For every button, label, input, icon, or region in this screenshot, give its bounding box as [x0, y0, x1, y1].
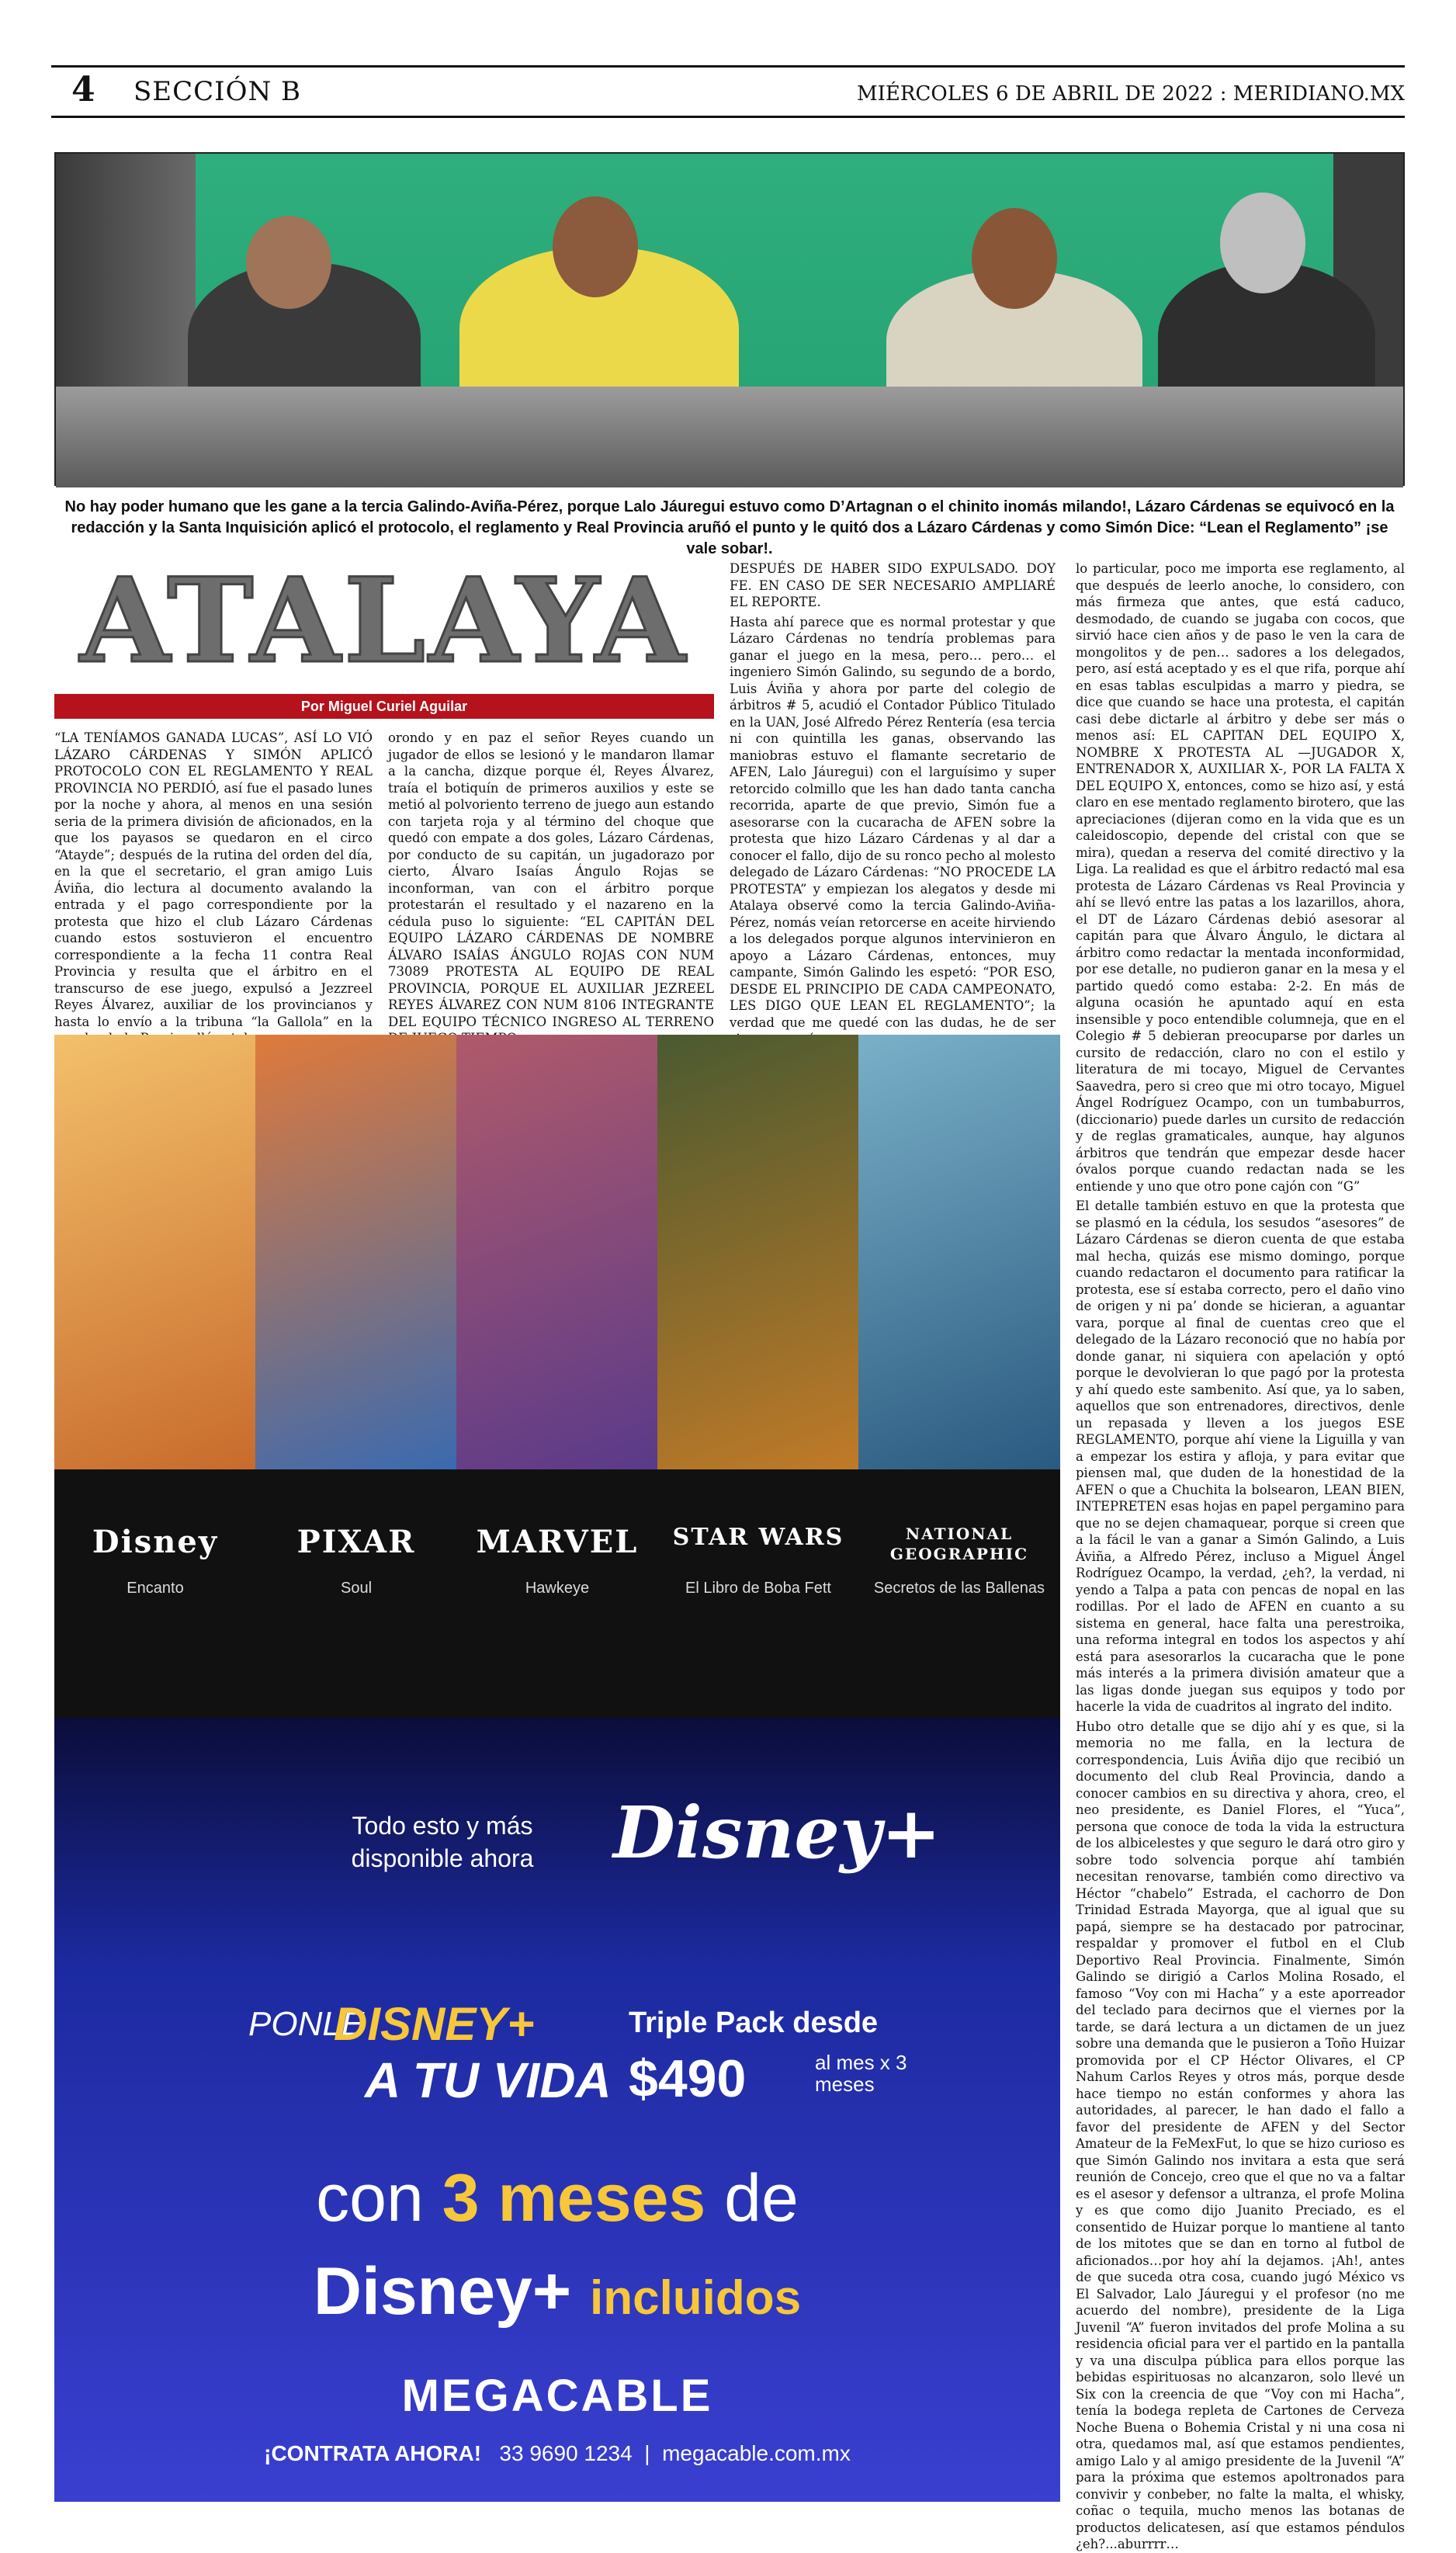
ad-con: con [316, 2161, 424, 2236]
photo-table [56, 387, 1403, 487]
panel-brand-block [456, 1469, 658, 1718]
ad-contrata: ¡CONTRATA AHORA! [264, 2441, 482, 2465]
ad-de: de [724, 2161, 799, 2236]
panel-title: El Libro de Boba Fett [685, 1580, 831, 1597]
panel-brand-block [255, 1469, 457, 1718]
paragraph: Hubo otro detalle que se dijo ahí y es que, si la memoria no me falla, en la lectura de correspondencia, Luis Áviña dijo que recibió un documento del club Real Provincia, dando a conocer cambios en su directiva y ahora, creo, el neo presidente, es Daniel Flores, el “Yuca”, persona que conoce de toda la vida la estructura de los albicelestes y que seguro le dará otro giro y sobre todo solvencia porque ahí también necesitan renovarse, también como directivo va Héctor “chabelo” Estrada, el cachorro de Don Trinidad Estrada Mayorga, que al igual que su papá, siempre se ha destacado por patrocinar, respaldar y promover el futbol en el Club Deportivo Real Provincia. Finalmente, Simón Galindo se dirigió a Carlos Molina Rosado, el famoso “Voy con mi Hacha” y a este aporreador del teclado para decirnos que el viernes por la tarde, se dará lectura a un dictamen de un juez sobre una demanda que le pusieron a Toño Huizar promovida por el CP Héctor Olivares, el CP Nahum Carlos Reyes y otros más, porque desde hace tiempo no están conformes y ahora las autoridades, al parecer, le han dado el fallo a favor del presidente de AFEN y del Sector Amateur de la FeMexFut, lo que se hizo curioso es que Simón Galindo nos invitara a esta que será reunión de Concejo, creo que el que no va a faltar es el asesor y defensor a ultranza, el profe Molina y es que como dijo Juanito Preciado, es el consentido de Huizar porque lo mantiene al tanto de los mitotes que se dan en torno al futbol de aficionados…por hoy ahí la dejamos. ¡Ah!, antes de que suceda otra cosa, cuando jugó México vs El Salvador, Lalo Jáuregui y el profesor (no me acuerdo del nombre), presidente de la Liga Juvenil “A” fueron invitados del profe Molina a su residencia oficial para ver el partido en la pantalla y va una disculpa pública para ellos porque las bebidas espirituosas no alcanzaron, solo llevé un Six con la creencia de que “Voy con mi Hacha”, tenía la bodega repleta de Cartones de Cerveza Noche Buena o Bohemia Cristal y ni una cosa ni otra, quedamos mal, así que estamos pendientes, amigo Lalo y al amigo presidente de la Juvenil “A” para la próxima que estemos apoltronados para convivir y conbeber, no falte la malta, el whisky, coñac o tequila, mucho menos las botanas de productos delicatesen, así que estamos péndulos ¿eh?...aburrrr… [1076, 1719, 1405, 2551]
ad-incluidos: incluidos [590, 2271, 802, 2325]
ad-offer [54, 1966, 1060, 2502]
ad-panels [54, 1035, 1060, 1718]
ad-website: megacable.com.mx [662, 2441, 851, 2465]
ad-panel-starwars [657, 1035, 859, 1718]
panel-artwork [657, 1035, 859, 1469]
page-number: 4 [71, 70, 95, 109]
ad-disney-included [54, 2253, 1060, 2330]
header-top-rule [51, 65, 1405, 68]
panel-brand: Disney [92, 1524, 219, 1560]
ad-contact-line: ¡CONTRATA AHORA! 33 9690 1234 | megacable.com.mx [264, 2441, 851, 2465]
panel-artwork [255, 1035, 457, 1469]
panel-title: Encanto [127, 1580, 184, 1597]
panel-artwork [456, 1035, 658, 1469]
ad-panel-natgeo [858, 1035, 1060, 1718]
person-1-head [246, 216, 331, 309]
paragraph: Hasta ahí parece que es normal protestar y que Lázaro Cárdenas no tendría problemas para ganar el juego en la mesa, pero… pero… el ingeniero Simón Galindo, su segundo de a bordo, Luis Áviña y ahora por parte del colegio de árbitros # 5, acudió el Contador Público Titulado en la UAN, José Alfredo Pérez Rentería (esa tercia ni con quintilla les ganas, observando las maniobras estuvo el flamante secretario de AFEN, Lalo Jáuregui) con el larguísimo y super retorcido colmillo que les han dado tanta cancha recorrida, aparte de que previo, Simón fue a asesorarse con la cucaracha de AFEN sobre la protesta que hizo Lázaro Cárdenas y al dar a conocer el fallo, dijo de su ronco pecho al molesto delegado de Lázaro Cárdenas: “NO PROCEDE LA PROTESTA” y empiezan los alegatos y desde mi Atalaya observé como la tercia Galindo-Aviña-Pérez, nomás veían retorcerse en aceite hirviendo a los delegados porque algunos intervinieron en apoyo a Lázaro Cárdenas, entonces, muy campante, Simón Galindo les espetó: “POR ESO, DESDE EL PRINCIPIO DE CADA CAMPEONATO, LES DIGO QUE LEAN EL REGLAMENTO”; la verdad que me quedé con las dudas, he de ser [730, 614, 1056, 1030]
article-column-2 [388, 730, 714, 1029]
ad-price: $490 [629, 2049, 747, 2108]
panel-artwork [858, 1035, 1060, 1469]
paragraph: orondo y en paz el señor Reyes cuando un jugador de ellos se lesionó y le mandaron llamar a la cancha, dizque porque él, Reyes Álvarez, traía el botiquín de primeros auxilios y este se metió al polvoriento terreno de juego aun estando con tarjeta roja y al término del choque que quedó con empate a dos goles, Lázaro Cárdenas, por conducto de su capitán, un jugadorazo por cierto, Álvaro Isaías Ángulo Rojas se inconforman, van con el árbitro porque protestarán el resultado y el nazareno en la cédula puso lo siguiente: “EL CAPITÁN DEL EQUIPO LÁZARO CÁRDENAS DE NOMBRE ÁLVARO ISAÍAS ÁNGULO ROJAS CON NUM 73089 PROTESTA AL EQUIPO DE REAL PROVINCIA, PORQUE EL AUXILIAR JEZREEL REYES ÁLVAREZ CON NUM 8106 INTEGRANTE DEL EQUIPO TÉCNICO INGRESO AL TERRENO [388, 730, 714, 1029]
disney-plus-logo: Disney+ [613, 1791, 941, 1875]
article-column-3 [730, 560, 1056, 1030]
panel-title: Soul [340, 1580, 373, 1597]
person-3-head [972, 208, 1057, 309]
ad-availability-text: Todo esto y más disponible ahora [351, 1812, 534, 1872]
ad-three-months [54, 2160, 1060, 2237]
ad-panel-marvel [456, 1035, 658, 1718]
panel-brand-block [858, 1469, 1060, 1718]
ad-ponle: PONLE [248, 2005, 365, 2043]
section-label: SECCIÓN B [133, 76, 301, 107]
panel-brand-block [657, 1469, 859, 1718]
news-photo [54, 152, 1405, 486]
ad-disney-plus-text: Disney+ [313, 2254, 572, 2329]
ad-phone: 33 9690 1234 [499, 2441, 633, 2465]
panel-artwork [54, 1035, 256, 1469]
panel-brand: PIXAR [296, 1524, 416, 1560]
ad-triple-pack: Triple Pack desde [629, 2007, 879, 2039]
ad-panel-pixar [255, 1035, 457, 1718]
ad-price-terms: al mes x 3 meses [815, 2051, 907, 2096]
article-column-1 [54, 730, 373, 1029]
paragraph: lo particular, poco me importa ese reglamento, al que después de leerlo anoche, lo considero, con más firmeza que antes, que está caduco, desmodado, de cuando se jugaba con cocos, que sirvió hace cien años y de paso le ven la cara de mongolitos y de pen… sadores a los delegados, pero, así está aceptado y es el que rifa, porque ahí en esas tablas esculpidas a marro y piedra, se dice que cuando se hace una protesta, el capitán casi debe dictarle al árbitro y debe ser más o menos así: EL CAPITAN DEL EQUIPO X, NOMBRE X PROTESTA AL —JUGADOR X, ENTRENADOR X, AUXILIAR X-, POR LA FALTA X DEL EQUIPO X, entonces, como se hizo así, y está claro en ese mentado reglamento birotero, que las apreciaciones (dijeran como en la vida que es un caleidoscopio, depende del cristal con que se mira), quedan a reserva del comité directivo y la Liga. La realidad es que el árbitro redactó mal esa protesta de Lázaro Cárdenas vs Real Provincia y ahí se llevó entre las patas a los lazarillos, ahora, el DT de Lázaro Cárdenas debió asesorar al capitán para que Álvaro Ángulo, le dictara al árbitro como redactar la mentada inconformidad, por ese detalle, no pudieron ganar en la mesa y el partido quedó como estaba: 2-2. En más de alguna ocasión he apuntado aquí en esta insensible y poco entendible columneja, que en el Colegio # 5 debieran preocuparse por darles un cursito de redacción, claro no con el estilo y literatura de mi tocayo, Miguel de Cervantes Saavedra, pero si creo que mi otro tocayo, Miguel Ángel Rodríguez Ocampo, con un tumbaburros, (diccionario) puede darles un cursito de redacción y de reglas gramaticales, aunque, hay algunos árbitros que tendrán que empezar desde hacer óvalos porque cuando redactan nada se les entiende y uno que otro pone cajón con “G” [1076, 561, 1405, 1194]
ad-panel-disney [54, 1035, 256, 1718]
photo-caption: No hay poder humano que les gane a la tercia Galindo-Aviña-Pérez, porque Lalo Jáuregui estuvo como D’Artagnan o el chinito inomás milando!, Lázaro Cárdenas se equivocó en la redacción y la Santa Inquisición aplicó el protocolo, el reglamento y Real Provincia aruñó el punto y le quitó dos a Lázaro Cárdenas y como Simón Dice: “Lean el Reglamento” ¡se vale sobar!. [64, 498, 1395, 557]
panel-title: Hawkeye [525, 1580, 590, 1597]
panel-brand: MARVEL [476, 1524, 639, 1560]
byline: Por Miguel Curiel Aguilar [54, 694, 714, 719]
page-header [51, 65, 1405, 118]
article-column-4 [1076, 560, 1405, 2551]
panel-title: Secretos de las Ballenas [873, 1580, 1045, 1597]
ad-disney-plus-banner [54, 1718, 1060, 1966]
panel-brand: NATIONAL GEOGRAPHIC [889, 1525, 1029, 1563]
ad-ponle-brand: DISNEY+ [334, 1998, 535, 2050]
panel-brand-block [54, 1469, 256, 1718]
paragraph: El detalle también estuvo en que la protesta que se plasmó en la cédula, los sesudos “asesores” de Lázaro Cárdenas se dieron cuenta de que estaba mal hecha, quizás ese mismo domingo, porque cuando redactaron el documento para ratificar la protesta, ese sí estaba correcto, pero el daño vino de origen y ni pa’ donde se hicieran, a aguantar vara, porque al final de cuentas creo que el delegado de la Lázaro reconoció que no había por donde ganar, ni siquiera con apelación y optó porque le devolvieran lo que pagó por la protesta y ahí quedo este sambenito. Así que, ya lo saben, aquellos que son entrenadores, directivos, denle un repasada y lleven a los juegos ESE REGLAMENTO, porque ahí viene la Liguilla y van a empezar los estira y afloja, y para evitar que piensen mal, que duden de la honestidad de la AFEN o que a Chuchita la bolsearon, LEAN BIEN, INTEPRETEN esas hojas en papel pergamino para que no se dejen chamaquear, porque si creen que a la fácil le van a ganar a Simón Galindo, a Luis Áviña, a Alfredo Pérez, incluso a Miguel Ángel Rodríguez Ocampo, la verdad, ¿eh?, la verdad, ni yendo a Talpa a pata con pencas de nopal en las rodillas. Por el lado de AFEN en cuanto a su sistema en general, hace falta una perestroika, una reforma integral en todos los aspectos y ahí está para asesorarlos la cucaracha que le pone más interés a la primera división amateur que a las ligas donde juegan sus equipos y todo por hacerle la vida de cuadritos al ingrato del indito. [1076, 1198, 1405, 1714]
megacable-logo: MEGACABLE [401, 2371, 713, 2421]
column-title: ATALAYA [79, 553, 689, 689]
ad-a-tu-vida: A TU VIDA [365, 2052, 612, 2108]
advertisement [54, 1035, 1060, 2502]
person-4-head [1220, 193, 1305, 293]
issue-date: MIÉRCOLES 6 DE ABRIL DE 2022 : MERIDIANO.MX [857, 82, 1405, 106]
paragraph: DESPUÉS DE HABER SIDO EXPULSADO. DOY FE. EN CASO DE SER NECESARIO AMPLIARÉ EL REPORTE. [730, 561, 1056, 609]
paragraph: “LA TENÍAMOS GANADA LUCAS”, ASÍ LO VIÓ LÁZARO CÁRDENAS Y SIMÓN APLICÓ PROTOCOLO CON EL REGLAMENTO Y REAL PROVINCIA NO PERDIÓ, así fue el pasado lunes por la noche y ahora, al menos en una sesión seria de la primera división de aficionados, en la que los payasos se quedaron en el circo “Atayde”; después de la rutina del orden del día, en la que el secretario, el gran amigo Luis Áviña, dio lectura al documento avalando la entrada y el pago correspondiente por la protesta que hizo el club Lázaro Cárdenas cuando estos sostuvieron el encuentro correspondiente a la fecha 11 contra Real Provincia y resulta que el árbitro en el transcurso de ese juego, expulsó a Jezzreel Reyes Álvarez, auxiliar de los provincianos y hasta lo envío a la tribuna “la Gallola” en la [54, 730, 373, 1029]
ad-tres-meses: 3 meses [442, 2161, 706, 2236]
person-2-head [553, 196, 638, 297]
panel-brand: STAR WARS [672, 1524, 844, 1551]
photo-curtain [56, 154, 196, 387]
